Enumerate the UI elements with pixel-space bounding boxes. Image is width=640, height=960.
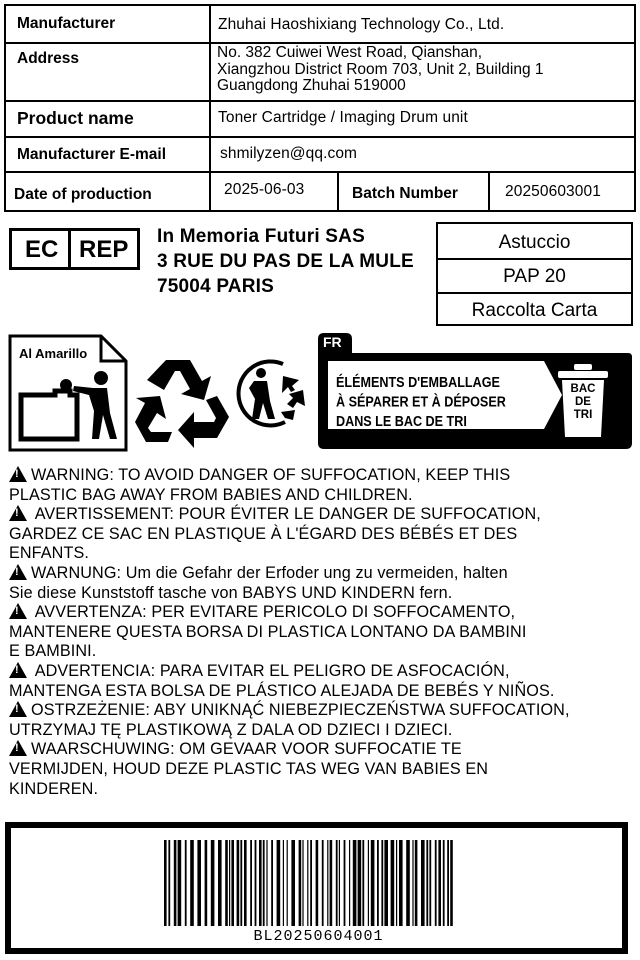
warning-line: E BAMBINI. xyxy=(9,642,97,661)
barcode-bar xyxy=(240,840,242,926)
fr-line: ÉLÉMENTS D'EMBALLAGE xyxy=(336,374,500,391)
barcode-bar xyxy=(164,840,167,926)
barcode-number: BL20250604001 xyxy=(253,928,384,945)
barcode-bar xyxy=(435,840,437,926)
barcode-bar xyxy=(349,840,350,926)
date-label: Date of production xyxy=(14,186,152,203)
barcode-bar xyxy=(406,840,410,926)
warning-triangle-icon xyxy=(9,662,27,678)
bin-line: TRI xyxy=(573,409,593,421)
barcode-box xyxy=(5,822,628,954)
importer-line: 3 RUE DU PAS DE LA MULE xyxy=(157,251,414,272)
barcode-bar xyxy=(371,840,375,926)
barcode-bar xyxy=(358,840,362,926)
warning-triangle-icon xyxy=(9,701,27,717)
batch-label: Batch Number xyxy=(352,185,458,202)
warning-line: WAARSCHUWING: OM GEVAAR VOOR SUFFOCATIE TE xyxy=(31,740,462,759)
recycling-info-box xyxy=(436,222,633,326)
barcode-bar xyxy=(339,840,340,926)
barcode-bar xyxy=(259,840,262,926)
importer-address xyxy=(157,224,414,299)
fr-line: DANS LE BAC DE TRI xyxy=(336,413,467,430)
barcode-bar xyxy=(205,840,208,926)
barcode-bar xyxy=(277,840,281,926)
barcode-bar xyxy=(263,840,265,926)
product-name-value: Toner Cartridge / Imaging Drum unit xyxy=(218,109,468,126)
barcode-bar xyxy=(231,840,234,926)
address-label: Address xyxy=(17,50,80,67)
product-name-label: Product name xyxy=(17,108,134,128)
barcode-bar xyxy=(266,840,267,926)
barcode-bar xyxy=(178,840,182,926)
barcode-bar xyxy=(302,840,303,926)
barcode-bar xyxy=(381,840,383,926)
barcode-bar xyxy=(415,840,418,926)
barcode-bar xyxy=(362,840,364,926)
address-line: No. 382 Cuiwei West Road, Qianshan, xyxy=(217,44,483,61)
barcode-bar xyxy=(412,840,413,926)
barcode-bar xyxy=(344,840,346,926)
importer-line: 75004 PARIS xyxy=(157,276,274,297)
barcode-bar xyxy=(283,840,284,926)
fr-sorting-info xyxy=(316,331,634,451)
barcode-bar xyxy=(443,840,445,926)
date-value: 2025-06-03 xyxy=(224,181,305,198)
warning-line: AVVERTENZA: PER EVITARE PERICOLO DI SOFFOCAMENTO, xyxy=(31,603,516,622)
warning-triangle-icon xyxy=(9,603,27,619)
rep-text: REP xyxy=(79,236,129,263)
ec-rep-symbol xyxy=(9,228,140,270)
warning-line: KINDEREN. xyxy=(9,779,99,798)
sorting-bin-icon xyxy=(556,361,610,441)
bin-line: DE xyxy=(575,396,591,408)
barcode-bar xyxy=(218,840,222,926)
recycle-triangle-icon xyxy=(134,356,230,448)
barcode-bar xyxy=(197,840,201,926)
address-line: Xiangzhou District Room 703, Unit 2, Building 1 xyxy=(217,60,544,78)
importer-line: In Memoria Futuri SAS xyxy=(157,226,365,247)
bin-line: BAC xyxy=(570,383,596,395)
barcode-bar xyxy=(225,840,228,926)
batch-value: 20250603001 xyxy=(505,183,601,200)
warning-line: MANTENERE QUESTA BORSA DI PLASTICA LONTANO DA BAMBINI xyxy=(9,622,527,641)
warning-line: GARDEZ CE SAC EN PLASTIQUE À L'ÉGARD DES BÉBÉS ET DES xyxy=(9,524,518,543)
barcode-bar xyxy=(438,840,441,926)
barcode-bar xyxy=(291,840,295,926)
barcode-bar xyxy=(271,840,273,926)
barcode-bar xyxy=(299,840,302,926)
warning-triangle-icon xyxy=(9,505,27,521)
warning-line: Sie diese Kunststoff tasche von BABYS UND KINDERN fern. xyxy=(9,583,453,602)
barcode-bar xyxy=(168,840,170,926)
manufacturer-value: Zhuhai Haoshixiang Technology Co., Ltd. xyxy=(218,16,505,33)
barcode-bar xyxy=(368,840,369,926)
barcode-bar xyxy=(250,840,252,926)
fr-tag: FR xyxy=(323,334,342,350)
warning-line: WARNING: TO AVOID DANGER OF SUFFOCATION, KEEP THIS xyxy=(31,466,511,484)
fr-text xyxy=(336,373,506,432)
barcode-bar xyxy=(185,840,187,926)
al-amarillo-bin-icon xyxy=(7,333,129,453)
warning-line: ENFANTS. xyxy=(9,544,89,563)
barcode-bar xyxy=(384,840,388,926)
email-label: Manufacturer E-mail xyxy=(17,146,167,163)
warning-triangle-icon xyxy=(9,564,27,580)
barcode-bar xyxy=(426,840,428,926)
barcode-bar xyxy=(450,840,453,926)
ec-text: EC xyxy=(25,236,59,263)
warning-line: VERMIJDEN, HOUD DEZE PLASTIC TAS WEG VAN BABIES EN xyxy=(9,759,489,778)
bin-text xyxy=(556,383,610,422)
warning-line: WARNUNG: Um die Gefahr der Erfoder ung zu vermeiden, halten xyxy=(31,563,508,582)
barcode-bar xyxy=(377,840,379,926)
barcode-bar xyxy=(244,840,247,926)
barcode-bar xyxy=(322,840,324,926)
barcode-bar xyxy=(330,840,333,926)
barcode-bar xyxy=(353,840,357,926)
barcode-bar xyxy=(310,840,312,926)
barcode-bar xyxy=(237,840,240,926)
barcode-bar xyxy=(421,840,425,926)
barcode-bar xyxy=(327,840,328,926)
warning-line: PLASTIC BAG AWAY FROM BABIES AND CHILDREN. xyxy=(9,485,413,504)
barcode-bar xyxy=(429,840,431,926)
recycling-row: PAP 20 xyxy=(503,266,566,287)
warning-triangle-icon xyxy=(9,740,27,756)
email-value: shmilyzen@qq.com xyxy=(220,145,358,162)
barcode-bar xyxy=(396,840,397,926)
barcode-bar xyxy=(399,840,403,926)
barcode-bar xyxy=(316,840,319,926)
recycling-row: Raccolta Carta xyxy=(471,300,598,321)
barcode-bar xyxy=(211,840,215,926)
triman-icon xyxy=(233,356,307,430)
warning-triangle-icon xyxy=(9,466,27,482)
barcode-bar xyxy=(255,840,257,926)
warning-line: UTRZYMAJ TĘ PLASTIKOWĄ Z DALA OD DZIECI I DZIECI. xyxy=(9,720,453,739)
warning-line: ADVERTENCIA: PARA EVITAR EL PELIGRO DE ASFOCACIÓN, xyxy=(31,661,510,680)
barcode-bar xyxy=(174,840,177,926)
barcode-bar xyxy=(229,840,230,926)
warning-block xyxy=(9,466,639,799)
barcode-bar xyxy=(391,840,395,926)
address-line: Guangdong Zhuhai 519000 xyxy=(217,77,406,94)
barcode-bar xyxy=(447,840,449,926)
barcode-bars xyxy=(164,840,454,926)
al-amarillo-text: Al Amarillo xyxy=(19,346,88,361)
warning-line: AVERTISSEMENT: POUR ÉVITER LE DANGER DE SUFFOCATION, xyxy=(31,505,541,524)
barcode-bar xyxy=(307,840,308,926)
barcode-bar xyxy=(287,840,288,926)
recycling-row: Astuccio xyxy=(498,232,571,253)
barcode-bar xyxy=(336,840,338,926)
address-value xyxy=(217,45,544,95)
fr-line: À SÉPARER ET À DÉPOSER xyxy=(336,393,506,410)
barcode-bar xyxy=(190,840,194,926)
manufacturer-label: Manufacturer xyxy=(17,15,116,32)
warning-line: MANTENGA ESTA BOLSA DE PLÁSTICO ALEJADA DE BEBÉS Y NIÑOS. xyxy=(9,681,555,700)
warning-line: OSTRZEŻENIE: ABY UNIKNĄĆ NIEBEZPIECZEŃSTWA SUFFOCATION, xyxy=(31,701,570,720)
